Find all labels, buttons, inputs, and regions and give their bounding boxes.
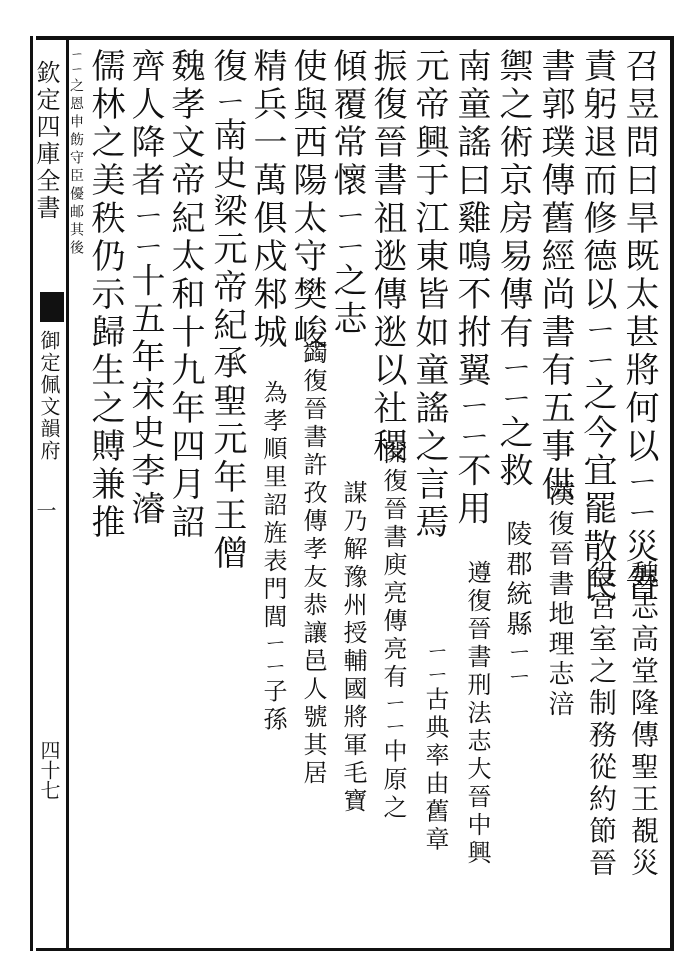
continuation-5 [450, 560, 492, 940]
column-text: 元帝興于江東皆如童謠之言焉 [409, 48, 449, 542]
continuation-text: 為孝順里詔旌表門閭ㄧㄧ子孫 [259, 380, 287, 735]
column-text: 使與西陽太守樊峻 [287, 48, 327, 352]
column-text: 傾覆常懷ㄧㄧ之志 [327, 48, 367, 339]
continuation-text: 開復晉書庾亮傳亮有ㄧㄧ中原之 [379, 440, 407, 823]
column-text: 復ㄧ南史梁元帝紀承聖元年王僧 [207, 48, 247, 574]
continuation-6 [408, 640, 450, 940]
gutter-dash: 一 [33, 500, 57, 520]
column-text: 書郭璞傳舊經尚書有五事供 [535, 48, 575, 504]
continuation-3 [534, 480, 576, 940]
column-text: 禦之術京房易傳有ㄧㄧ之救 [493, 48, 533, 491]
continuation-text: 蠲復晉書許孜傳孝友恭讓邑人號其居 [299, 340, 327, 788]
continuation-12 [246, 380, 288, 940]
column-text: ㄧㄧ之恩申飭守臣優邮其後 [68, 48, 84, 259]
continuation-text: 謀乃解豫州授輔國將軍毛寶 [339, 480, 367, 816]
bottom-border [36, 948, 674, 951]
gutter-subtitle: 御定佩文韻府 [37, 330, 61, 462]
top-border [36, 36, 674, 40]
continuation-text: 遵復晉書刑法志大晉中興 [463, 560, 491, 868]
column-text: 齊人降者ㄧㄧ十五年宋史李濬 [125, 48, 165, 529]
column-text: 精兵一萬俱戍邾城 [247, 48, 287, 352]
column-text: 振復晉書祖逖傳逖以社稷 [367, 48, 407, 466]
continuation-text: ㄧㄧ古典率由舊章 [421, 640, 449, 855]
text-column-14 [84, 48, 126, 948]
column-text: 南童謠曰雞鳴不拊翼ㄧㄧ不用 [451, 48, 491, 529]
column-text: 魏孝文帝紀太和十九年四月詔 [165, 48, 205, 542]
text-column-12 [164, 48, 206, 948]
text-column-15 [70, 48, 84, 948]
fishtail-mark [40, 292, 64, 322]
continuation-4 [492, 520, 534, 940]
column-text: 責躬退而修德以ㄧㄧ之今宜罷散民 [577, 48, 617, 605]
continuation-1 [618, 560, 660, 940]
continuation-text: 陵郡統縣ㄧㄧ [502, 520, 532, 690]
continuation-text: 魏志高堂隆傳聖王覩災 [627, 560, 660, 880]
gutter-title: 欽定四庫全書 [32, 60, 60, 222]
page-number: 四十七 [37, 740, 61, 800]
text-column-13 [124, 48, 166, 948]
continuation-text: 漢復晉書地理志涪 [544, 480, 574, 720]
continuation-2 [576, 560, 618, 940]
continuation-11 [286, 340, 328, 940]
continuation-10 [326, 480, 368, 940]
continuation-9 [366, 440, 408, 940]
column-text: 儒林之美秩仍示歸生之賻兼推 [85, 48, 125, 542]
column-text: 召昱問曰旱既太甚將何以ㄧㄧ災眚 [619, 48, 659, 605]
text-column-11 [206, 48, 248, 948]
right-border [670, 36, 674, 951]
continuation-text: 役宮室之制務從約節晉 [585, 560, 618, 880]
